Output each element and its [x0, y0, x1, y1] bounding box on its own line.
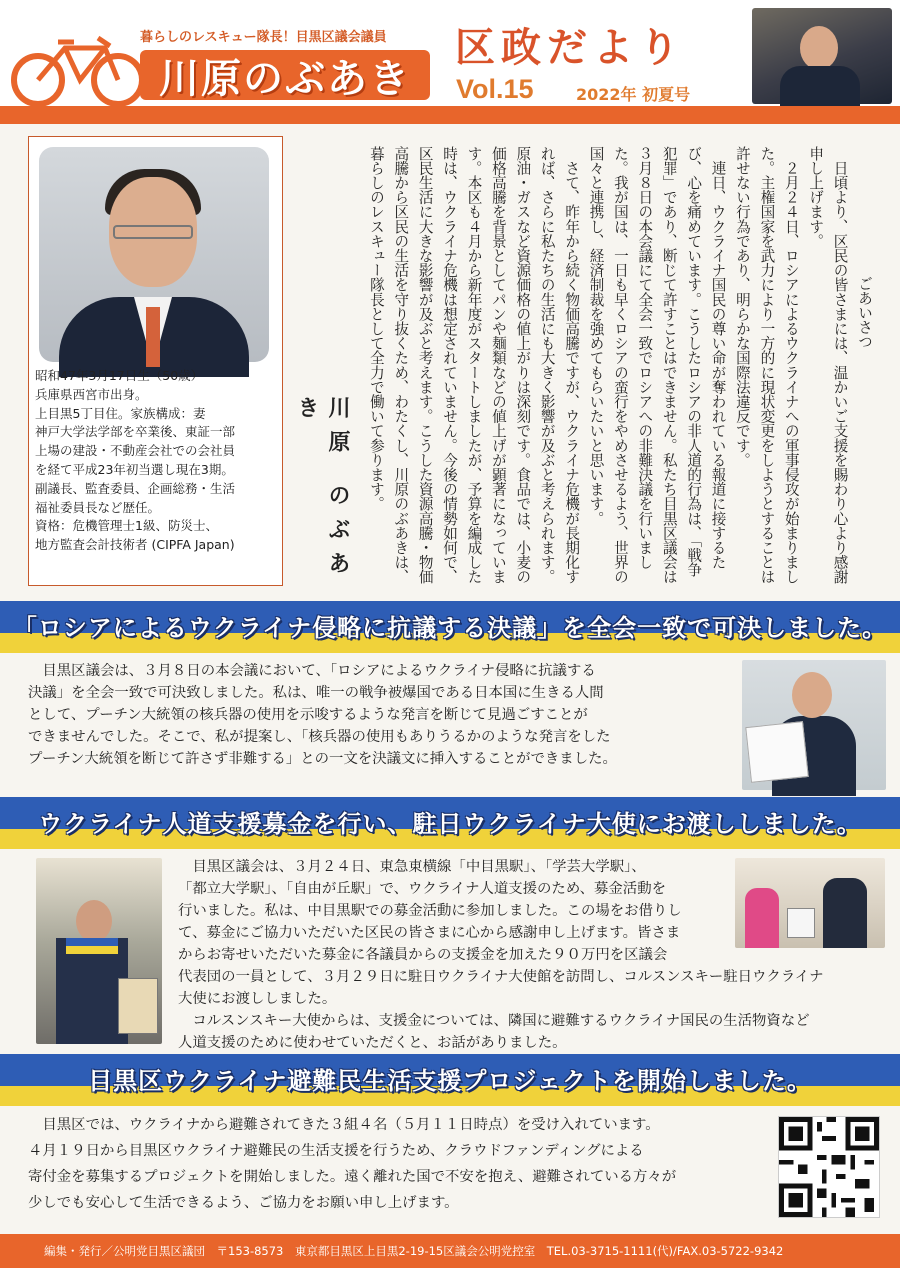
qr-code-icon[interactable] — [778, 1116, 880, 1218]
section1-text — [28, 660, 738, 770]
greeting-section — [292, 146, 884, 586]
text-line: 代表団の一員として、３月２９日に駐日ウクライナ大使館を訪問し、コルスンスキー駐日ウクライナ — [178, 969, 824, 985]
header-photo — [752, 8, 892, 104]
bio-line: 神戸大学法学部を卒業後、東証一部 — [35, 424, 236, 440]
donation-photo — [735, 858, 885, 948]
profile-box — [28, 136, 283, 586]
publication-title: 区政だより — [455, 24, 685, 71]
page-header — [0, 0, 900, 112]
greeting-body — [367, 146, 876, 586]
bio-line: 上目黒5丁目住。家族構成：妻 — [35, 405, 206, 421]
bicycle-logo-icon — [10, 28, 150, 108]
section-heading: ウクライナ人道支援募金を行い、駐日ウクライナ大使にお渡ししました。 — [38, 810, 862, 838]
greeting-title: ごあいさつ — [856, 276, 873, 349]
text-line: できませんでした。そこで、私が提案し、「核兵器の使用もありうるかのような発言をした — [28, 729, 611, 745]
tagline: 暮らしのレスキュー隊長！目黒区議会議員 — [140, 30, 387, 45]
bio-line: 兵庫県西宮市出身。 — [35, 386, 148, 402]
text-line: 「都立大学駅」、「自由が丘駅」で、ウクライナ人道支援のため、募金活動を — [178, 881, 666, 897]
bio-line: 副議長、監査委員、企画総務・生活 — [35, 480, 236, 496]
text-line: ４月１９日から目黒区ウクライナ避難民の生活支援を行うため、クラウドファンディングによる — [28, 1143, 644, 1159]
section-banner — [0, 1054, 900, 1106]
councilor-name: 川原のぶあき — [140, 50, 430, 100]
text-line: として、プーチン大統領の核兵器の使用を示唆するような発言を断じて見過ごすことが — [28, 707, 588, 723]
header-divider — [0, 106, 900, 124]
signature: 川原 のぶあき — [294, 396, 351, 586]
section2-text-a — [178, 856, 730, 944]
footer: 編集・発行／公明党目黒区議団 〒153-8573 東京都目黒区上目黒2-19-15区議会公明党控室 TEL.03-3715-1111(代)/FAX.03-5722-9342 — [0, 1234, 900, 1268]
portrait-photo — [39, 147, 269, 362]
text-line: プーチン大統領を断じて許さず非難する」との一文を決議文に挿入することができました。 — [28, 751, 617, 767]
text-line: 大使にお渡ししました。 — [178, 991, 337, 1007]
bio-line: を経て平成23年初当選し現在3期。 — [35, 461, 234, 477]
section-heading: 目黒区ウクライナ避難民生活支援プロジェクトを開始しました。 — [88, 1067, 812, 1095]
section3-text — [28, 1112, 773, 1216]
profile-bio — [35, 367, 277, 555]
bio-line: 福祉委員長など歴任。 — [35, 499, 161, 515]
text-line: 人道支援のために使わせていただくと、お話がありました。 — [178, 1035, 567, 1051]
bio-line: 上場の建設・不動産会社での会社員 — [35, 443, 236, 459]
section-banner — [0, 601, 900, 653]
text-line: 行いました。私は、中目黒駅での募金活動に参加しました。この場をお借りし — [178, 903, 682, 919]
volume-number: Vol.15 — [456, 74, 534, 104]
section-banner — [0, 797, 900, 849]
text-line: 決議」を全会一致で可決致しました。私は、唯一の戦争被爆国である日本国に生きる人間 — [28, 685, 604, 701]
bio-line: 昭和47年3月17日生（50歳） — [35, 368, 204, 383]
text-line: 寄付金を募集するプロジェクトを開始しました。遠く離れた国で不安を抱え、避難されている方々が — [28, 1169, 677, 1185]
bio-line: 資格：危機管理士1級、防災士、 — [35, 518, 218, 534]
text-line: 目黒区議会は、３月８日の本会議において、「ロシアによるウクライナ侵略に抗議する — [28, 663, 596, 679]
resolution-photo — [742, 660, 886, 790]
text-line: からお寄せいただいた募金に各議員からの支援金を加えた９０万円を区議会 — [178, 947, 668, 963]
fundraising-photo — [36, 858, 162, 1044]
text-line: 目黒区では、ウクライナから避難されてきた３組４名（５月１１日時点）を受け入れています。 — [28, 1117, 660, 1133]
text-line: 少しでも安心して生活できるよう、ご協力をお願い申し上げます。 — [28, 1195, 459, 1211]
text-line: コルスンスキー大使からは、支援金については、隣国に避難するウクライナ国民の生活物資など — [178, 1013, 810, 1029]
greeting-text: 日頃より、区民の皆さまには、温かいご支援を賜わり心より感謝申し上げます。 ２月２４日、ロシアによるウクライナへの軍事侵攻が始まりました。主権国家を武力により一方的に現状変更をしようとすることは許せない行為であり、明らかな国際法違反です。 連日、ウクライナ国民の尊い命が奪われている報道に接するたび、心を痛めています。こうしたロシアの非人道的行為は、「戦争犯罪」であり、断じて許すことはできません。私たち目黒区議会は３月８日の本会議にて全会一致でロシアへの非難決議を行いました。我が国は、一日も早くロシアの蛮行をやめさせるよう、世界の国々と連携し、経済制裁を強めてもらいたいと思います。 さて、昨年から続く物価高騰ですが、ウクライナ危機が長期化すれば、さらに私たちの生活にも大きく影響が及ぶと考えられます。原油・ガスなど資源価格の値上がりは深刻です。食品では、小麦の価格高騰を背景としてパンや麺類などの値上げが顕著になっています。本区も４月から新年度がスタートしましたが、予算を編成した時は、ウクライナ危機は想定されていません。今後の情勢如何で、区民生活に大きな影響が及ぶと考えます。こうした資源高騰・物価高騰から区民の生活を守り抜くため、わたくし、川原のぶあきは、暮らしのレスキュー隊長として全力で働いて参ります。 — [367, 146, 849, 584]
section-heading: 「ロシアによるウクライナ侵略に抗議する決議」を全会一致で可決しました。 — [12, 614, 888, 642]
issue-label: 2022年 初夏号 — [576, 85, 691, 104]
text-line: て、募金にご協力いただいた区民の皆さまに心から感謝申し上げます。皆さま — [178, 925, 681, 941]
bio-line: 地方監査会計技術者 (CIPFA Japan) — [35, 537, 235, 553]
text-line: 目黒区議会は、３月２４日、東急東横線「中目黒駅」、「学芸大学駅」、 — [178, 859, 646, 875]
section2-text-b — [178, 944, 888, 1054]
